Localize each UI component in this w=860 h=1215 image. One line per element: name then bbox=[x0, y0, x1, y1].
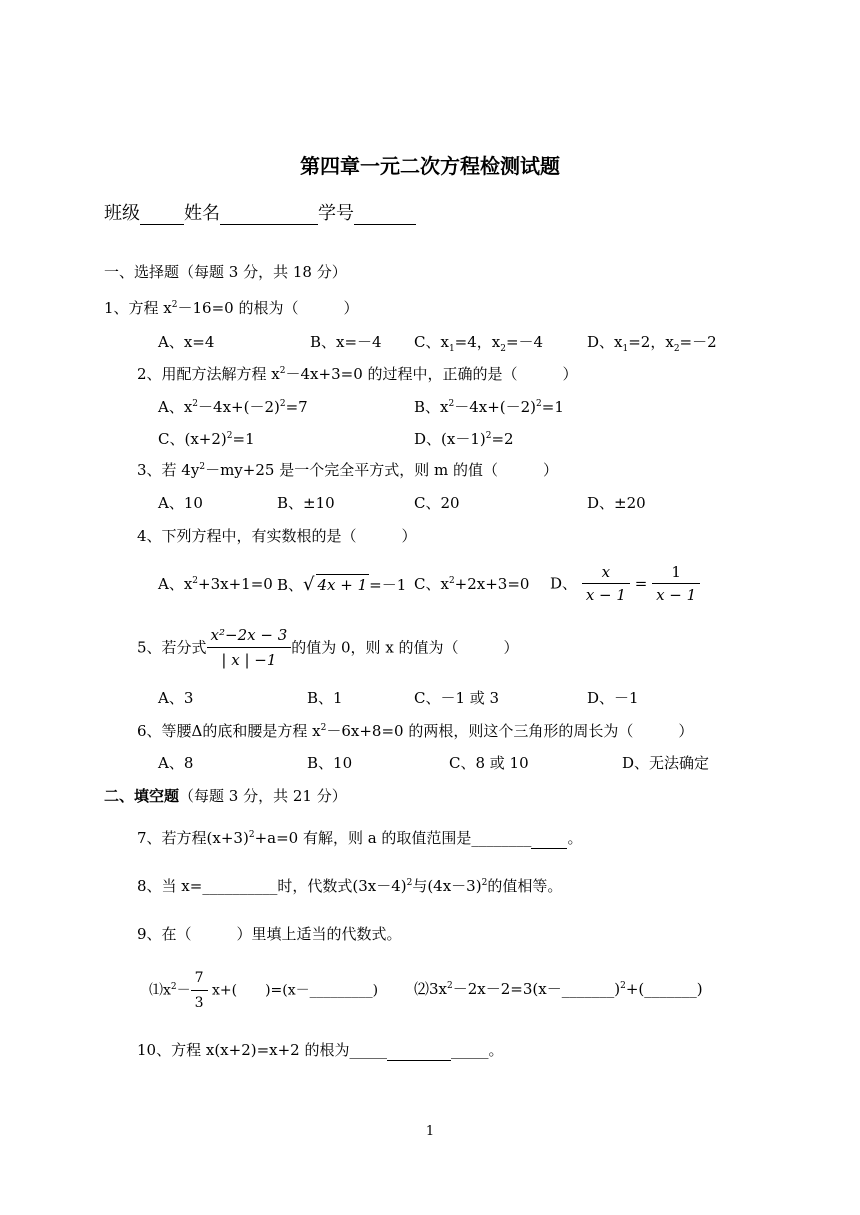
q3-stem: 3、若 $4y^2-my+25$ 是一个完全平方式，则 m 的值（ ） bbox=[137, 461, 558, 479]
q9-stem: 9、在（ ）里填上适当的代数式。 bbox=[137, 925, 402, 943]
q5-option-c: C、－1 或 3 bbox=[414, 689, 500, 707]
q6-stem: 6、等腰Δ的底和腰是方程 $x^2-6x+8=0$ 的两根，则这个三角形的周长为（ ） bbox=[137, 722, 694, 740]
fraction-right: $\frac{1}{x - 1}$ bbox=[652, 561, 700, 606]
q2-option-c: C、$(x+2)^2=1$ bbox=[158, 430, 255, 448]
q5-option-a: A、3 bbox=[158, 689, 194, 707]
q9-part2: $⑵3x^2-2x-2=3(x-\_\_\_\_\_\_\_)^2+(\_\_\_\_\_\_\_)$ bbox=[414, 980, 703, 998]
q3-option-a: A、10 bbox=[158, 494, 203, 512]
q8: 8、当 x=__________时，代数式$(3x-4)^2$与$(4x-3)^2$的值相等。 bbox=[137, 877, 563, 895]
page-number: 1 bbox=[425, 1124, 435, 1139]
q1-option-b: B、x=－4 bbox=[310, 333, 382, 351]
section1-heading: 一、选择题（每题 3 分，共 18 分） bbox=[104, 263, 347, 281]
seven-thirds-fraction: $\frac{7}{3}$ bbox=[191, 966, 208, 1015]
q9-part1: $⑴x^2-$ $\frac{7}{3}$ x+( )=(x－_________) bbox=[149, 966, 378, 1015]
q4-option-d: D、 $\frac{x}{x - 1}$ = $\frac{1}{x - 1}$ bbox=[550, 561, 700, 606]
radicand: 4x + 1 bbox=[317, 576, 368, 594]
q5-fraction: $\frac{\text{x²−2x − 3}}{| x | -1}$ bbox=[207, 623, 292, 672]
q1-option-c: C、$x_1=4$，$x_2=-4$ bbox=[414, 333, 544, 354]
q1-option-a: A、x=4 bbox=[158, 333, 215, 351]
q4-option-c: C、$x^2+2x+3=0$ bbox=[414, 575, 530, 593]
q4-option-a: A、$x^2+3x+1=0$ bbox=[158, 575, 273, 593]
q2-option-a: A、$x^2-4x+(-2)^2=7$ bbox=[158, 398, 308, 416]
q2-option-b: B、$x^2-4x+(-2)^2=1$ bbox=[414, 398, 564, 416]
q10: 10、方程 x(x+2)=x+2 的根为_____ _____。 bbox=[137, 1041, 504, 1059]
q5-option-b: B、1 bbox=[307, 689, 343, 707]
q4-stem: 4、下列方程中，有实数根的是（ ） bbox=[137, 527, 417, 545]
q2-stem: 2、用配方法解方程 $x^2-4x+3=0$ 的过程中，正确的是（ ） bbox=[137, 365, 578, 383]
q5-option-d: D、－1 bbox=[587, 689, 639, 707]
q6-option-b: B、10 bbox=[307, 754, 353, 772]
q5-stem: 5、若分式 $\frac{\text{x²−2x − 3}}{| x | -1}$ 的值为 0，则 x 的值为（ ） bbox=[137, 623, 519, 672]
name-label: 姓名 bbox=[184, 203, 220, 224]
q6-option-c: C、8 或 10 bbox=[449, 754, 529, 772]
id-label: 学号 bbox=[318, 203, 354, 224]
q6-option-d: D、无法确定 bbox=[622, 754, 710, 772]
q3-option-c: C、20 bbox=[414, 494, 460, 512]
q2-option-d: D、$(x-1)^2=2$ bbox=[414, 430, 514, 448]
fraction-left: $\frac{x}{x - 1}$ bbox=[582, 561, 630, 606]
q1-option-d: D、$x_1=2$，$x_2=-2$ bbox=[587, 333, 717, 354]
q3-option-b: B、±10 bbox=[277, 494, 335, 512]
section2-heading: 二、填空题（每题 3 分，共 21 分） bbox=[104, 787, 347, 805]
class-label: 班级 bbox=[104, 203, 140, 224]
page-title: 第四章一元二次方程检测试题 bbox=[300, 154, 560, 178]
class-blank[interactable] bbox=[140, 206, 184, 225]
q6-option-a: A、8 bbox=[158, 754, 194, 772]
q7: 7、若方程$(x+3)^2+a=0$ 有解，则 a 的取值范围是________ 。 bbox=[137, 829, 583, 847]
q4-option-b: B、√ 4x + 1 =－1 bbox=[277, 574, 407, 595]
id-blank[interactable] bbox=[354, 206, 416, 225]
q1-stem: 1、方程 $x^2-16=0$ 的根为（ ） bbox=[104, 299, 359, 317]
name-blank[interactable] bbox=[220, 206, 318, 225]
student-info-line bbox=[104, 199, 416, 225]
q3-option-d: D、±20 bbox=[587, 494, 646, 512]
